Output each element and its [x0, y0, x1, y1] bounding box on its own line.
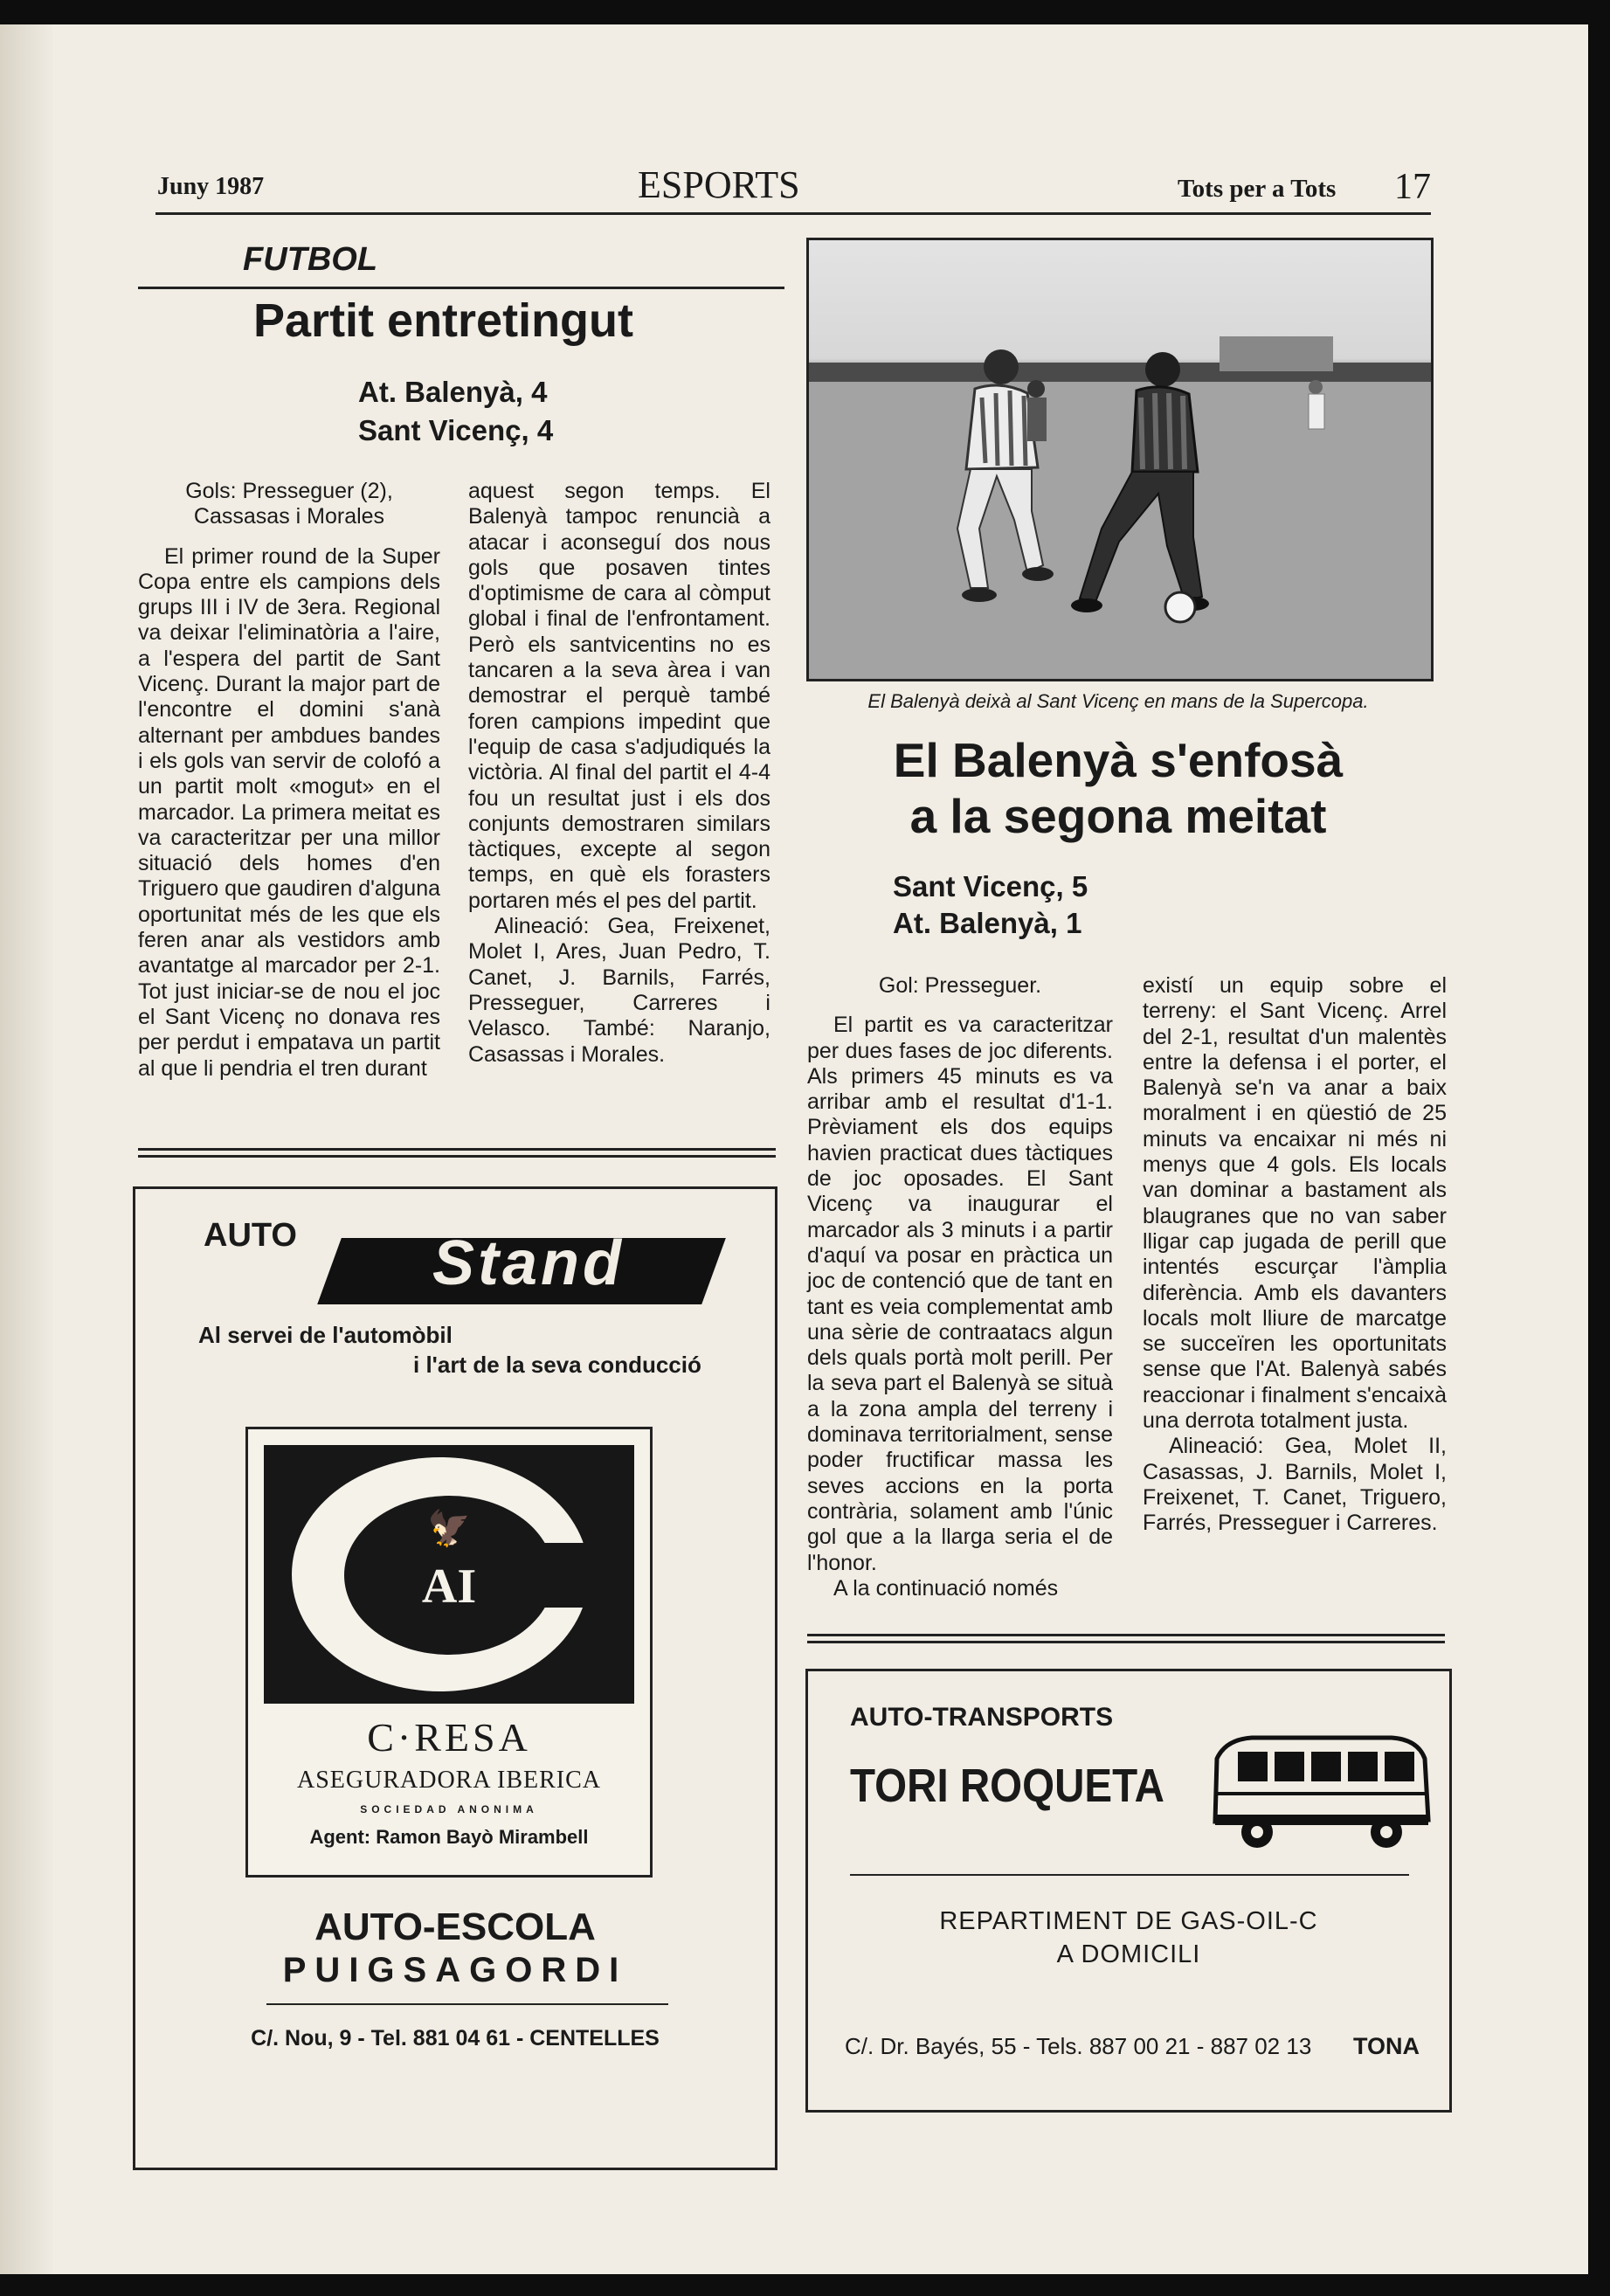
- separator-rule-right-1: [807, 1634, 1445, 1636]
- ad1-aseguradora: ASEGURADORA IBERICA: [296, 1767, 602, 1794]
- article2-headline-line1: El Balenyà s'enfosà: [893, 733, 1344, 787]
- article1-score-away: Sant Vicenç, 4: [358, 414, 554, 446]
- ad1-tagline2: i l'art de la seva conducció: [413, 1352, 701, 1378]
- article2-score-home: Sant Vicenç, 5: [893, 870, 1088, 902]
- ad2-service2: A DOMICILI: [1056, 1940, 1201, 1968]
- page-number: 17: [1394, 167, 1431, 207]
- eagle-icon: 🦅: [427, 1510, 471, 1548]
- article1-score-home: At. Balenyà, 4: [358, 376, 548, 408]
- ad2-name: TORI ROQUETA: [850, 1760, 1164, 1812]
- article2-headline-line2: a la segona meitat: [909, 789, 1327, 843]
- ad1-agent: Agent: Ramon Bayò Mirambell: [309, 1826, 589, 1848]
- ad1-school-line1: AUTO-ESCOLA: [314, 1905, 596, 1948]
- football-players-image: [809, 240, 1431, 679]
- photo-caption: El Balenyà deixà al Sant Vicenç en mans de la Supercopa.: [867, 690, 1369, 712]
- ad2-rule: [850, 1874, 1409, 1876]
- article2-body-col1: El partit es va caracteritzar per dues fases de joc diferents. Als primers 45 minuts es va arribar amb el resultat d'1-1. Prèviament els dos equips havien practicat dues tàctiques de joc oposades. El Sant Vicenç va inaugurar el marcador als 3 minuts i a partir d'aquí va posar en pràctica un joc de contenció que de tant en tant es veia complementat amb una sèrie de contraatacs algun dels quals portà molt perill. Per la seva part el Balenyà se situà a la zona ampla del terreny i dominava territorialment, sense poder fructificar massa les seves accions en la porta contrària, solament amb l'únic gol que a la llarga seria el de l'honor.: [807, 1013, 1113, 1575]
- match-photo: [806, 238, 1434, 681]
- article2-goals: Gol: Presseguer.: [878, 973, 1042, 998]
- ad1-logo-letters: AI: [421, 1559, 477, 1614]
- article2-scores: [893, 868, 1088, 942]
- section-title: ESPORTS: [638, 163, 800, 206]
- article1-body-col1: El primer round de la Super Copa entre els campions dels grups III i IV de 3era. Regional va deixar l'eliminatòria a l'aire, a l'espera del partit de Sant Vicenç. Durant la major part de l'encontre el domini s'anà alternant per ambdues bandes i els gols van servir de colofó a un partit molt «mogut» en el marcador. La primera meitat es va caracteritzar per una millor situació dels homes d'en Triguero que gaudiren d'alguna oportunitat més de les que els feren anar als vestidors amb avantatge al marcador per 2-1. Tot just iniciar-se de nou el joc el Sant Vicenç no donava res per perdut i empatava un partit al que li pendria el tren durant: [138, 543, 440, 1081]
- bus-icon: [1199, 1724, 1435, 1864]
- article1-headline: Partit entretingut: [253, 294, 634, 347]
- article2-lineup: Alineació: Gea, Molet II, Casassas, J. Barnils, Molet I, Freixenet, T. Canet, Triguero, Farrés, Presseguer i Carreres.: [1143, 1434, 1447, 1536]
- article1-column2: [468, 479, 770, 1068]
- separator-rule-right-2: [807, 1641, 1445, 1643]
- ad1-brand-top: AUTO: [204, 1217, 297, 1254]
- issue-date: Juny 1987: [157, 173, 265, 200]
- article1-goals-line1: Gols: Presseguer (2),: [185, 479, 393, 503]
- article2-column2: [1143, 973, 1447, 1537]
- ad1-tagline1: Al servei de l'automòbil: [198, 1322, 453, 1348]
- article2-column1: [807, 973, 1113, 1601]
- article1-goals-line2: Cassasas i Morales: [193, 504, 385, 529]
- ad-auto-stand: [133, 1186, 777, 2170]
- ad1-insurance-box: [245, 1427, 653, 1878]
- article2-body-col1-tail: A la continuació només: [833, 1575, 1059, 1601]
- ad1-school-line2: PUIGSAGORDI: [282, 1951, 628, 1989]
- ad1-brand-logo: Stand: [432, 1228, 625, 1298]
- ad2-address: C/. Dr. Bayés, 55 - Tels. 887 00 21 - 887 02 13: [845, 2033, 1312, 2059]
- ad1-insurance-logo-bg: [264, 1445, 634, 1704]
- ad2-title: AUTO-TRANSPORTS: [850, 1703, 1114, 1732]
- ad-tori-roqueta: [805, 1669, 1452, 2113]
- ad2-service1: REPARTIMENT DE GAS-OIL-C: [939, 1907, 1318, 1935]
- article1-body-col2: aquest segon temps. El Balenyà tampoc renuncià a atacar i aconseguí dos nous gols que posaven tintes d'optimisme de cara al còmput global i final de l'enfrontament. Però els santvicentins no es tancaren a la seva àrea i van demostrar el perquè també foren campions impedint que l'equip de casa s'adjudiqués la victòria. Al final del partit el 4-4 fou un resultat just i els dos conjunts demostraren similars tàctiques, excepte al segon temps, en què els forasters portaren més el pes del partit.: [468, 479, 770, 913]
- article2-headline: [804, 732, 1433, 844]
- separator-rule-left-2: [138, 1155, 776, 1158]
- ad1-sociedad: SOCIEDAD ANONIMA: [360, 1803, 538, 1815]
- article1-lineup: Alineació: Gea, Freixenet, Molet I, Ares, Juan Pedro, T. Canet, J. Barnils, Farrés, Presseguer, Carreres i Velasco. També: Naranjo, Casassas i Morales.: [468, 914, 770, 1067]
- article2-score-away: At. Balenyà, 1: [893, 907, 1082, 939]
- ad2-town: TONA: [1353, 2033, 1420, 2059]
- page-gutter: [0, 24, 52, 2274]
- kicker-rule: [138, 287, 784, 289]
- ad1-cresa: C·RESA: [367, 1715, 531, 1760]
- ad1-address: C/. Nou, 9 - Tel. 881 04 61 - CENTELLES: [251, 2026, 660, 2050]
- ad1-school-rule: [266, 2003, 668, 2005]
- header-rule: [155, 212, 1431, 215]
- article1-column1: [138, 479, 440, 1082]
- separator-rule-left-1: [138, 1148, 776, 1151]
- article2-body-col2: existí un equip sobre el terreny: el Sant Vicenç. Arrel del 2-1, resultat d'un malentès entre la defensa i el porter, el Balenyà se'n va anar a baix moralment i en qüestió de 25 minuts va encaixar ni més ni menys que 4 gols. Els locals van dominar a bastament als blaugranes que no van saber lligar cap jugada de perill que intentés escurçar l'àmplia diferència. Amb els davanters locals molt lliure de marcatge se succeïren les oportunitats sense que l'At. Balenyà sabés reaccionar i finalment s'encaixà una derrota totalment justa.: [1143, 973, 1447, 1434]
- section-kicker: FUTBOL: [243, 241, 378, 278]
- publication-name: Tots per a Tots: [1178, 175, 1337, 203]
